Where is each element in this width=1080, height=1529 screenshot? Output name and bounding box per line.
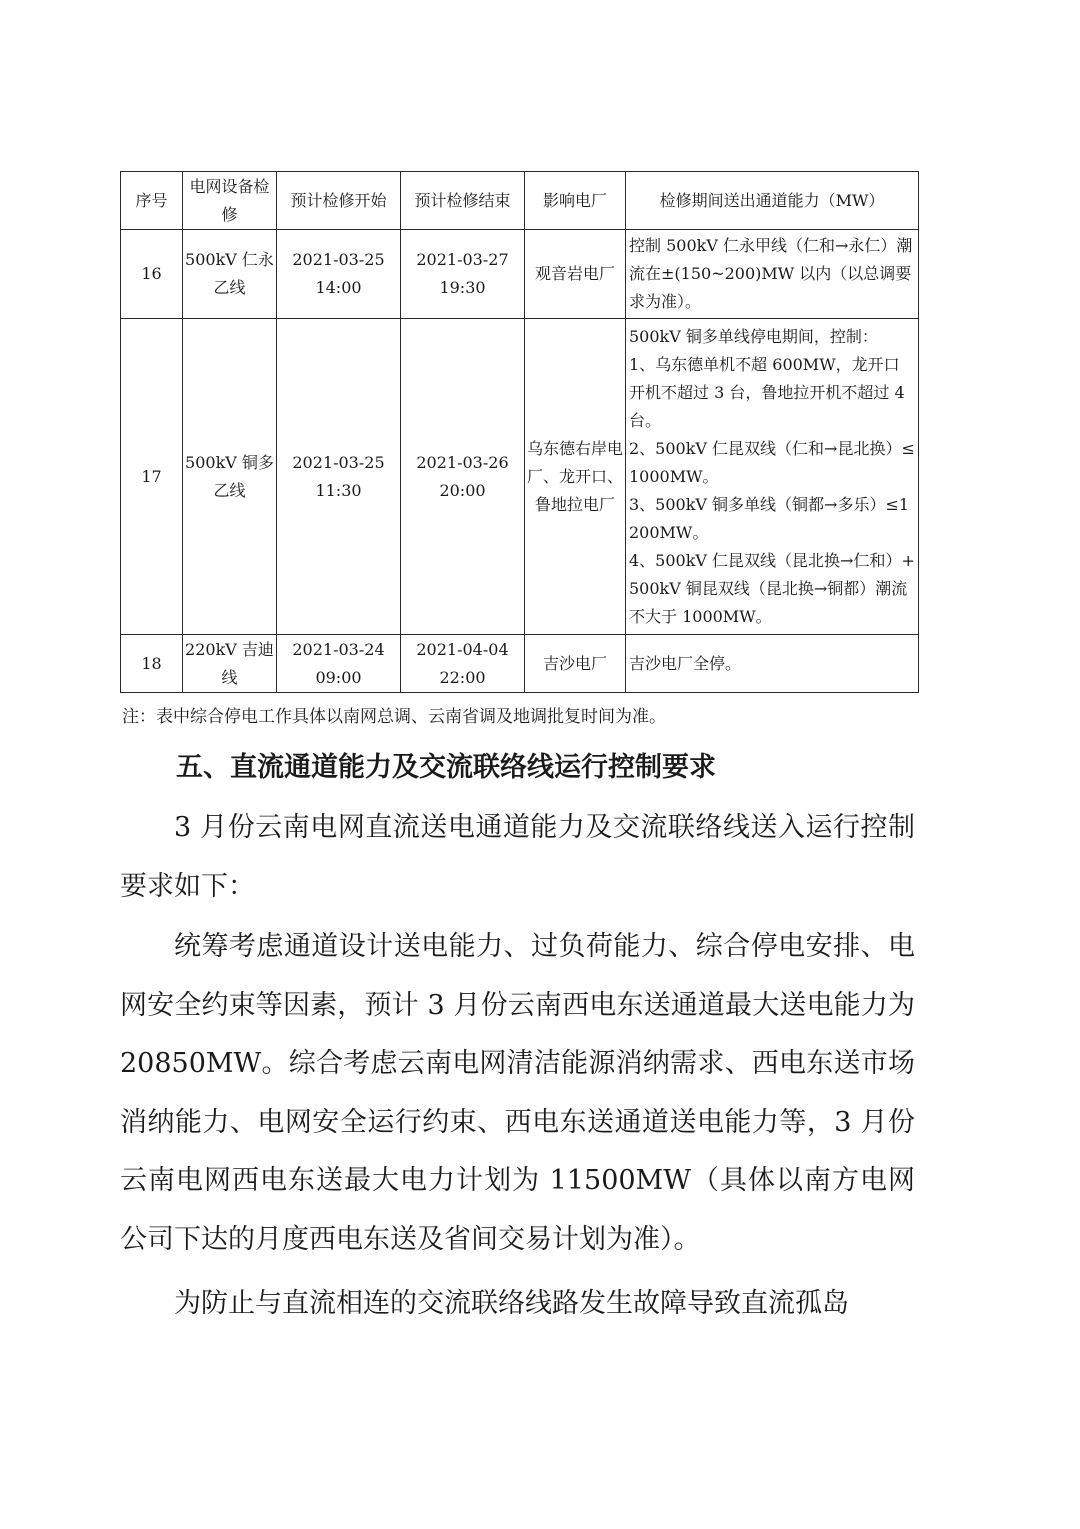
start-date: 2021-03-25 xyxy=(292,250,385,269)
capacity-line: 500kV 铜多单线停电期间，控制： xyxy=(629,326,878,346)
end-date: 2021-03-27 xyxy=(416,250,509,269)
cell-equipment: 500kV 仁永乙线 xyxy=(183,230,277,319)
table-row xyxy=(121,230,919,319)
start-time: 14:00 xyxy=(315,278,362,297)
table-header-row xyxy=(121,172,919,230)
cell-equipment: 500kV 铜多乙线 xyxy=(183,319,277,635)
paragraph: 3 月份云南电网直流送电通道能力及交流联络线送入运行控制要求如下： xyxy=(120,812,915,902)
end-time: 20:00 xyxy=(439,480,486,500)
capacity-line: 吉沙电厂全停。 xyxy=(629,653,742,673)
cell-no: 18 xyxy=(121,635,183,693)
cell-no: 16 xyxy=(121,230,183,319)
cell-end xyxy=(401,230,525,319)
cell-plant: 吉沙电厂 xyxy=(525,635,626,693)
end-date: 2021-04-04 xyxy=(416,639,509,659)
cell-start xyxy=(277,635,401,693)
header-no: 序号 xyxy=(121,172,183,230)
end-date: 2021-03-26 xyxy=(416,452,509,472)
start-time: 11:30 xyxy=(315,480,362,500)
table-row xyxy=(121,319,919,635)
start-date: 2021-03-25 xyxy=(292,452,385,472)
maintenance-table xyxy=(120,171,919,693)
capacity-line: 2、500kV 仁昆双线（仁和→昆北换）≤1000MW。 xyxy=(629,438,915,486)
table-note: 注：表中综合停电工作具体以南网总调、云南省调及地调批复时间为准。 xyxy=(122,707,666,727)
cell-capacity xyxy=(626,635,919,693)
header-capacity: 检修期间送出通道能力（MW） xyxy=(626,172,919,230)
capacity-line: 控制 500kV 仁永甲线（仁和→永仁）潮流在±(150~200)MW 以内（以总调要求为准）。 xyxy=(629,236,913,311)
paragraph: 统筹考虑通道设计送电能力、过负荷能力、综合停电安排、电网安全约束等因素，预计 3 月份云南西电东送通道最大送电能力为 20850MW。综合考虑云南电网清洁能源消纳需求、西电东送市场消纳能力、电网安全运行约束、西电东送通道送电能力等，3 月份云南电网西电东送最大电力计划为 11500MW（具体以南方电网公司下达的月度西电东送及省间交易计划为准）。 xyxy=(120,931,915,1255)
cell-capacity xyxy=(626,319,919,635)
cell-start xyxy=(277,230,401,319)
capacity-line: 4、500kV 仁昆双线（昆北换→仁和）+500kV 铜昆双线（昆北换→铜都）潮流不大于 1000MW。 xyxy=(629,550,915,626)
cell-capacity xyxy=(626,230,919,319)
cell-end xyxy=(401,635,525,693)
table-row xyxy=(121,635,919,693)
paragraph: 为防止与直流相连的交流联络线路发生故障导致直流孤岛 xyxy=(174,1288,849,1319)
header-end: 预计检修结束 xyxy=(401,172,525,230)
start-date: 2021-03-24 xyxy=(292,639,385,659)
header-equipment: 电网设备检修 xyxy=(183,172,277,230)
end-time: 19:30 xyxy=(439,278,486,297)
capacity-line: 1、乌东德单机不超 600MW，龙开口开机不超过 3 台，鲁地拉开机不超过 4 台。 xyxy=(629,354,905,430)
capacity-line: 3、500kV 铜多单线（铜都→多乐）≤1200MW。 xyxy=(629,494,910,542)
cell-no: 17 xyxy=(121,319,183,635)
cell-plant: 观音岩电厂 xyxy=(525,230,626,319)
start-time: 09:00 xyxy=(315,667,362,687)
header-plant: 影响电厂 xyxy=(525,172,626,230)
cell-equipment: 220kV 吉迪线 xyxy=(183,635,277,693)
section-heading: 五、直流通道能力及交流联络线运行控制要求 xyxy=(176,752,716,783)
cell-start xyxy=(277,319,401,635)
end-time: 22:00 xyxy=(439,667,486,687)
cell-end xyxy=(401,319,525,635)
header-start: 预计检修开始 xyxy=(277,172,401,230)
cell-plant: 乌东德右岸电厂、龙开口、鲁地拉电厂 xyxy=(525,319,626,635)
